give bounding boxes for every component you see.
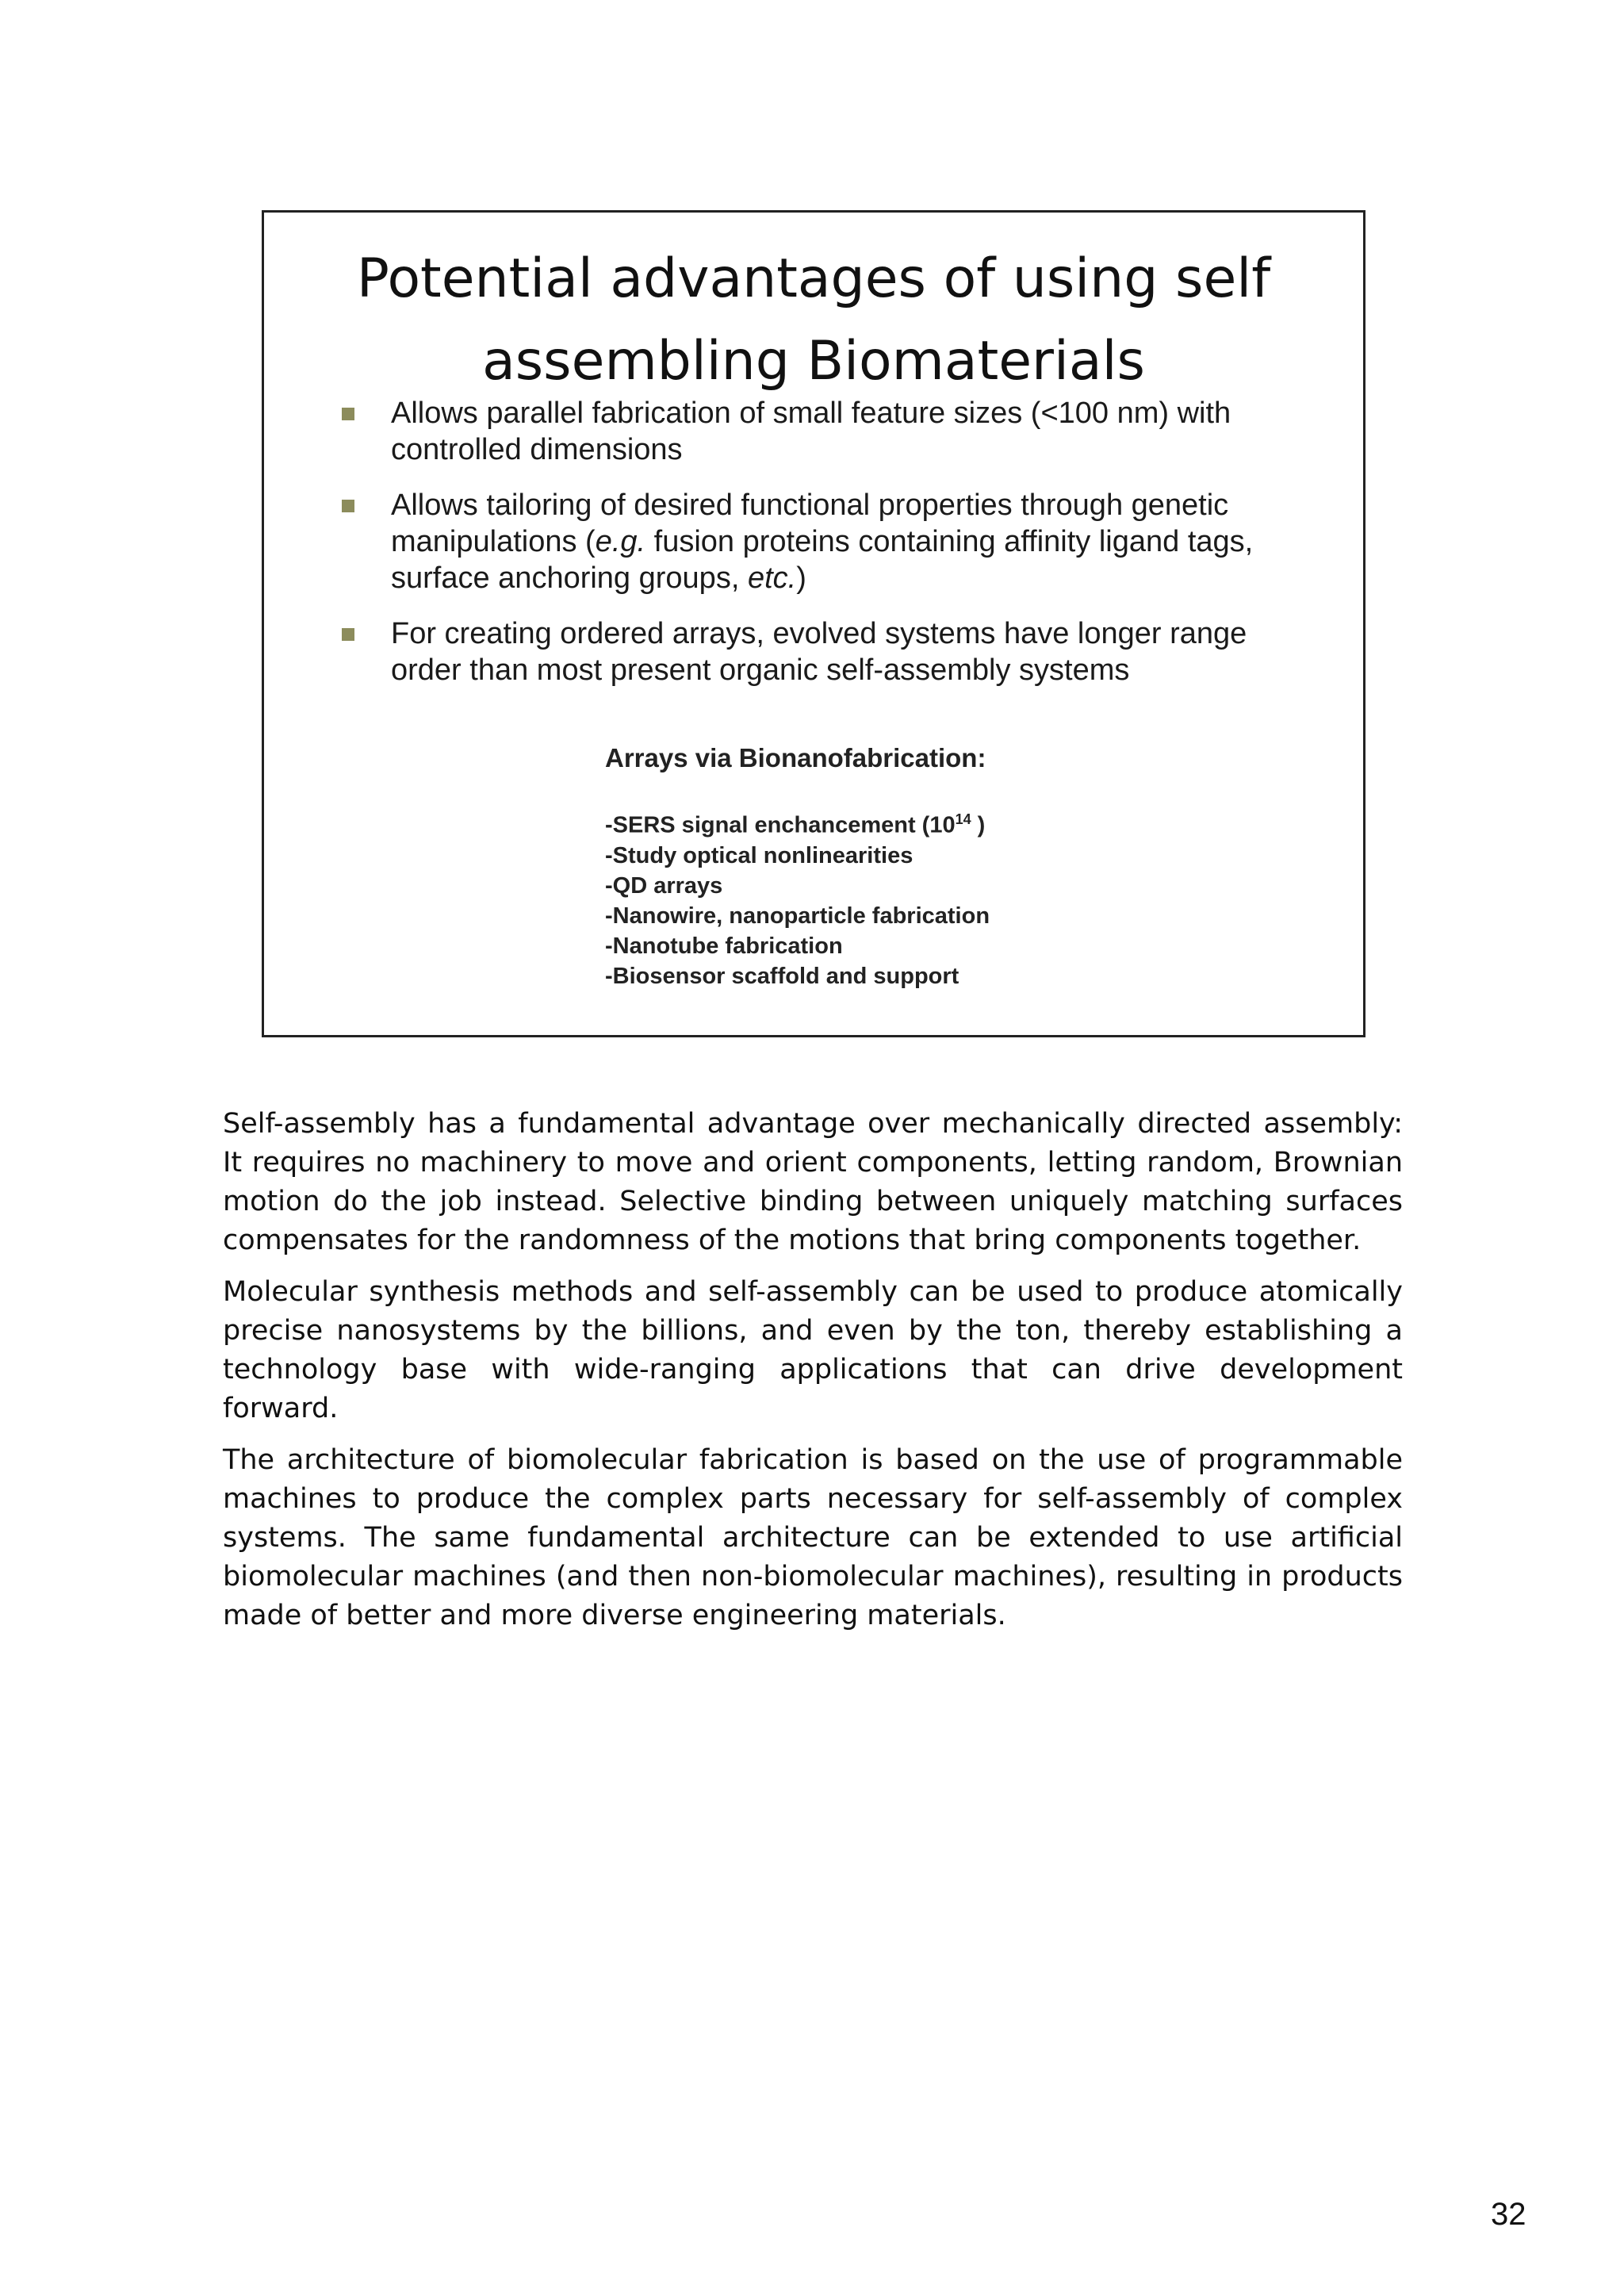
body-text bbox=[223, 1105, 1403, 1648]
arrays-item: -Biosensor scaffold and support bbox=[605, 963, 959, 989]
arrays-item: -QD arrays bbox=[605, 872, 723, 899]
slide-title-line-2: assembling Biomaterials bbox=[482, 330, 1145, 393]
paragraph: The architecture of biomolecular fabrication is based on the use of programmable machines to produce the complex parts necessary for self-assembly of complex systems. The same fundamental architecture can be extended to use artificial biomolecular machines (and then non-biomolecular machines), resulting in products made of better and more diverse engineering materials. bbox=[223, 1444, 1403, 1631]
slide-title bbox=[264, 238, 1363, 403]
page-number: 32 bbox=[1491, 2197, 1526, 2232]
slide-bullet: Allows parallel fabrication of small feature sizes (<100 nm) with controlled dimensions bbox=[335, 395, 1311, 468]
square-bullet-icon bbox=[342, 408, 354, 420]
arrays-heading: Arrays via Bionanofabrication: bbox=[605, 743, 986, 772]
slide-bullet-list bbox=[335, 395, 1311, 707]
arrays-item: -Nanowire, nanoparticle fabrication bbox=[605, 903, 990, 929]
square-bullet-icon bbox=[342, 500, 354, 512]
slide-bullet: For creating ordered arrays, evolved systems have longer range order than most present organic self-assembly systems bbox=[335, 615, 1311, 688]
slide-figure bbox=[262, 210, 1365, 1037]
arrays-item: -Study optical nonlinearities bbox=[605, 842, 914, 868]
slide-bullet: Allows tailoring of desired functional properties through genetic manipulations (e.g. fusion proteins containing affinity ligand tags, surface anchoring groups, etc.) bbox=[335, 487, 1311, 596]
arrays-list bbox=[605, 804, 1160, 991]
slide-title-line-1: Potential advantages of using self bbox=[356, 247, 1271, 310]
square-bullet-icon bbox=[342, 628, 354, 641]
arrays-item: -SERS signal enchancement ($10^{14}$ ) bbox=[605, 811, 986, 838]
arrays-section bbox=[605, 742, 1160, 991]
paragraph: Molecular synthesis methods and self-assembly can be used to produce atomically precise nanosystems by the billions, and even by the ton, thereby establishing a technology base with wide-ranging applications that can drive development forward. bbox=[223, 1276, 1403, 1424]
paragraph: Self-assembly has a fundamental advantage over mechanically directed assembly: It requires no machinery to move and orient components, letting random, Brownian motion do the job instead. Selective binding between uniquely matching surfaces compensates for the randomness of the motions that bring components together. bbox=[223, 1108, 1403, 1256]
arrays-item: -Nanotube fabrication bbox=[605, 933, 843, 959]
